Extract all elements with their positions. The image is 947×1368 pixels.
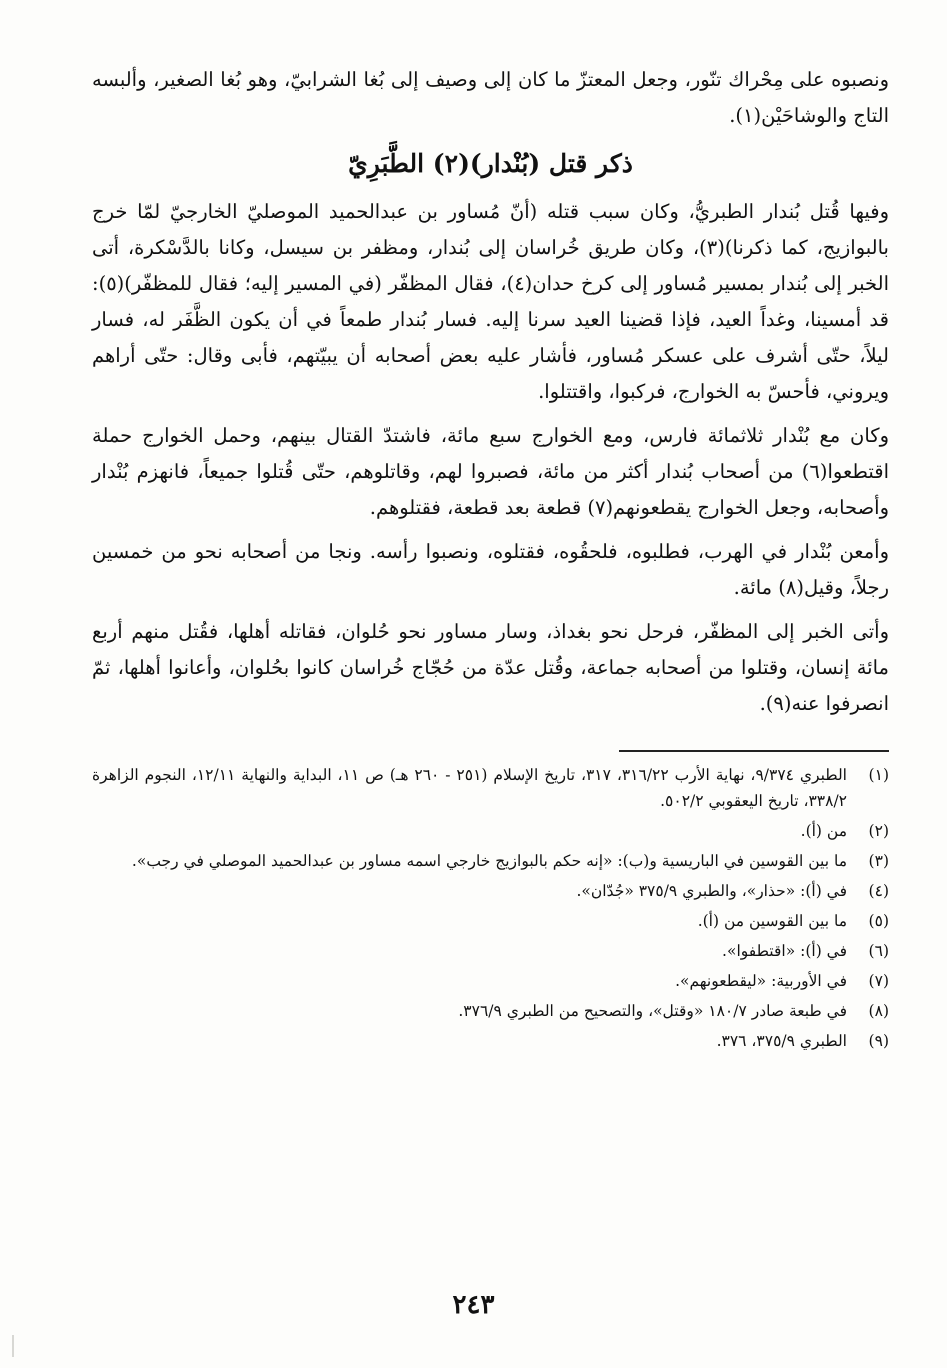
footnote-text: ما بين القوسين من (أ). <box>697 912 847 930</box>
footnote-text: الطبري ٩/٣٧٤، نهاية الأرب ٣١٦/٢٢، ٣١٧، تاريخ الإسلام (٢٥١ - ٢٦٠ هـ) ص ١١، البداية والنهاية ١٢/١١، النجوم الزاهرة ٣٣٨/٢، تاريخ اليعقوبي ٥٠٢/٢. <box>92 766 847 810</box>
footnote <box>92 848 889 874</box>
footnote-text: في (أ): «اقتطفوا». <box>722 942 847 960</box>
footnote <box>92 818 889 844</box>
footnote <box>92 938 889 964</box>
footnote-number: (٣) <box>868 852 889 870</box>
footnote-number: (٨) <box>868 1002 889 1020</box>
footnote-number: (٧) <box>868 972 889 990</box>
footnote <box>92 762 889 814</box>
footnote <box>92 1028 889 1054</box>
paragraph: وفيها قُتل بُندار الطبريُّ، وكان سبب قتله (أنّ مُساور بن عبدالحميد الموصليّ الخارجيّ لمّا خرج بالبوازيج، كما ذكرنا)(٣)، وكان طريق خُراسان إلى بُندار، ومظفر بن سيسل، وكانا بالدَّسْكرة، أتى الخبر إلى بُندار بمسير مُساور إلى كرخ حدان(٤)، فقال المظفّر (في المسير إليه؛ فقال للمظفّر)(٥): قد أمسينا، وغداً العيد، فإذا قضينا العيد سرنا إليه. فسار بُندار طمعاً في أن يكون الظَّفَر له، فسار ليلاً، حتّى أشرف على عسكر مُساور، فأشار عليه بعض أصحابه أن يبيّتهم، فأبى وقال: حتّى أراهم ويروني، فأحسّ به الخوارج، فركبوا، واقتتلوا. <box>92 200 889 403</box>
section-title: ذكر قتل (بُنْدار)(٢) الطَّبَرِيّ <box>348 149 633 178</box>
footnote <box>92 968 889 994</box>
footnote-number: (٤) <box>868 882 889 900</box>
footnotes <box>92 762 889 1054</box>
main-text <box>92 62 889 722</box>
footnote-number: (٦) <box>868 942 889 960</box>
footnote-divider <box>619 750 889 752</box>
footnote <box>92 908 889 934</box>
paragraph: وكان مع بُنْدار ثلاثمائة فارس، ومع الخوارج سبع مائة، فاشتدّ القتال بينهم، وحمل الخوارج حملة اقتطعوا(٦) من أصحاب بُندار أكثر من مائة، فصبروا لهم، وقاتلوهم، حتّى قُتلوا جميعاً، فانهزم بُنْدار وأصحابه، وجعل الخوارج يقطعونهم(٧) قطعة بعد قطعة، فقتلوهم. <box>92 424 889 519</box>
footnote-number: (٩) <box>868 1032 889 1050</box>
footnote-number: (٥) <box>868 912 889 930</box>
footnote-text: في (أ): «حذار»، والطبري ٣٧٥/٩ «جُدّان». <box>576 882 847 900</box>
footnote-text: ما بين القوسين في الباريسية و(ب): «إنه حكم بالبوازيج خارجي اسمه مساور بن عبدالحميد الموصلي في رجب». <box>131 852 847 870</box>
page-number: ٢٤٣ <box>452 1290 495 1320</box>
footnote-number: (١) <box>868 766 889 784</box>
footnote-text: في الأوربية: «ليقطعونهم». <box>675 972 847 990</box>
footnote-text: من (أ). <box>800 822 847 840</box>
footnote-text: الطبري ٣٧٥/٩، ٣٧٦. <box>716 1032 847 1050</box>
footnote <box>92 878 889 904</box>
footnote-text: في طبعة صادر ١٨٠/٧ «وقتل»، والتصحيح من الطبري ٣٧٦/٩. <box>458 1002 847 1020</box>
paragraph-continued: ونصبوه على مِحْراك تنّور، وجعل المعتزّ ما كان إلى وصيف إلى بُغا الشرابيّ، وهو بُغا الصغير، وألبسه التاج والوشاحَيْن(١). <box>92 68 889 127</box>
paragraph: وأمعن بُنْدار في الهرب، فطلبوه، فلحقُوه، فقتلوه، ونصبوا رأسه. ونجا من أصحابه نحو من خمسين رجلاً، وقيل(٨) مائة. <box>92 540 889 599</box>
footnote-number: (٢) <box>868 822 889 840</box>
scan-margin-mark <box>12 1335 14 1357</box>
paragraph: وأتى الخبر إلى المظفّر، فرحل نحو بغداذ، وسار مساور نحو حُلوان، فقاتله أهلها، فقُتل منهم أربع مائة إنسان، وقتلوا من أصحابه جماعة، وقُتل عدّة من حُجّاج خُراسان كانوا بحُلوان، وأعانوا أهلها، ثمّ انصرفوا عنه(٩). <box>92 620 889 715</box>
footnote <box>92 998 889 1024</box>
